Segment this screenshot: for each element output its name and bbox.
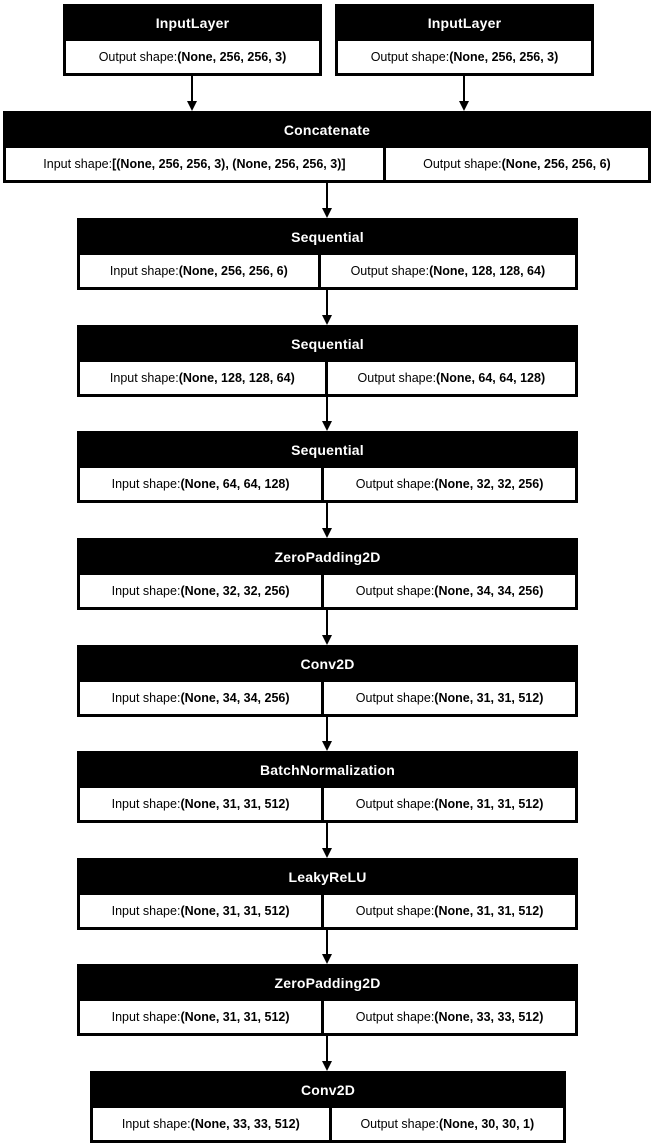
layer-title: Concatenate [283, 121, 371, 138]
output-shape-cell [324, 682, 575, 714]
arrowhead-icon [322, 954, 332, 964]
shape-cells [6, 148, 648, 180]
layer-node-conv2d-2 [90, 1071, 566, 1143]
input-shape-label: Input shape: [109, 371, 179, 385]
output-shape-label: Output shape: [98, 50, 178, 64]
input-shape-cell [80, 575, 321, 607]
layer-title: LeakyReLU [288, 868, 367, 885]
output-shape-value: (None, 64, 64, 128) [436, 371, 546, 385]
output-shape-cell [332, 1108, 563, 1140]
layer-title: ZeroPadding2D [274, 548, 381, 565]
arrowhead-icon [322, 1061, 332, 1071]
edge-batch-normalization-to-leaky-relu [326, 823, 328, 848]
output-shape-value: (None, 31, 31, 512) [434, 904, 544, 918]
layer-node-sequential-3 [77, 431, 578, 503]
output-shape-label: Output shape: [355, 584, 435, 598]
output-shape-label: Output shape: [370, 50, 450, 64]
output-shape-cell [324, 788, 575, 820]
layer-title: ZeroPadding2D [274, 974, 381, 991]
output-shape-value: (None, 256, 256, 3) [449, 50, 559, 64]
input-shape-cell [80, 895, 321, 927]
input-shape-label: Input shape: [121, 1117, 191, 1131]
shape-cells [80, 682, 575, 714]
output-shape-value: (None, 34, 34, 256) [434, 584, 544, 598]
output-shape-value: (None, 256, 256, 6) [501, 157, 611, 171]
input-shape-value: (None, 31, 31, 512) [180, 797, 290, 811]
layer-node-zero-padding2d-2 [77, 964, 578, 1036]
layer-title: Sequential [291, 335, 364, 352]
shape-cells [80, 362, 575, 394]
output-shape-value: (None, 128, 128, 64) [429, 264, 546, 278]
layer-node-input-layer-1 [63, 4, 322, 76]
input-shape-cell [80, 788, 321, 820]
arrowhead-icon [322, 421, 332, 431]
input-shape-cell [80, 682, 321, 714]
shape-cells [80, 575, 575, 607]
output-shape-cell [324, 895, 575, 927]
shape-cells [66, 41, 319, 73]
input-shape-label: Input shape: [43, 157, 113, 171]
output-shape-label: Output shape: [355, 1010, 435, 1024]
input-shape-value: (None, 31, 31, 512) [180, 1010, 290, 1024]
shape-cells [80, 468, 575, 500]
output-shape-cell [324, 575, 575, 607]
input-shape-cell [6, 148, 383, 180]
input-shape-label: Input shape: [111, 1010, 181, 1024]
output-shape-label: Output shape: [355, 691, 435, 705]
input-shape-value: (None, 33, 33, 512) [190, 1117, 300, 1131]
input-shape-label: Input shape: [111, 797, 181, 811]
layer-node-conv2d-1 [77, 645, 578, 717]
input-shape-label: Input shape: [111, 691, 181, 705]
input-shape-cell [80, 255, 318, 287]
output-shape-label: Output shape: [360, 1117, 439, 1131]
output-shape-cell [324, 1001, 575, 1033]
shape-cells [93, 1108, 563, 1140]
arrowhead-icon [322, 315, 332, 325]
input-shape-label: Input shape: [109, 264, 179, 278]
edge-concatenate-to-sequential-1 [326, 183, 328, 208]
edge-leaky-relu-to-zero-padding2d-2 [326, 930, 328, 954]
input-shape-cell [80, 1001, 321, 1033]
layer-title: BatchNormalization [259, 761, 396, 778]
shape-cells [80, 895, 575, 927]
output-shape-cell [338, 41, 591, 73]
arrowhead-icon [322, 848, 332, 858]
output-shape-value: (None, 32, 32, 256) [434, 477, 544, 491]
layer-node-sequential-1 [77, 218, 578, 290]
layer-node-input-layer-2 [335, 4, 594, 76]
edge-input-layer-1-to-concatenate [191, 76, 193, 101]
layer-node-sequential-2 [77, 325, 578, 397]
output-shape-cell [321, 255, 575, 287]
layer-title: InputLayer [155, 14, 230, 31]
input-shape-value: (None, 32, 32, 256) [180, 584, 290, 598]
input-shape-cell [93, 1108, 329, 1140]
input-shape-value: (None, 256, 256, 6) [178, 264, 288, 278]
output-shape-cell [328, 362, 575, 394]
shape-cells [80, 788, 575, 820]
edge-sequential-3-to-zero-padding2d-1 [326, 503, 328, 528]
shape-cells [80, 1001, 575, 1033]
arrowhead-icon [187, 101, 197, 111]
input-shape-value: (None, 34, 34, 256) [180, 691, 290, 705]
input-shape-value: (None, 64, 64, 128) [180, 477, 290, 491]
output-shape-value: (None, 31, 31, 512) [434, 797, 544, 811]
arrowhead-icon [322, 741, 332, 751]
shape-cells [80, 255, 575, 287]
output-shape-label: Output shape: [355, 477, 435, 491]
output-shape-label: Output shape: [357, 371, 437, 385]
edge-sequential-1-to-sequential-2 [326, 290, 328, 315]
output-shape-label: Output shape: [355, 797, 435, 811]
input-shape-cell [80, 468, 321, 500]
input-shape-value: [(None, 256, 256, 3), (None, 256, 256, 3)] [112, 157, 346, 171]
edge-sequential-2-to-sequential-3 [326, 397, 328, 421]
input-shape-label: Input shape: [111, 904, 181, 918]
layer-node-batch-normalization [77, 751, 578, 823]
output-shape-value: (None, 33, 33, 512) [434, 1010, 544, 1024]
layer-title: Sequential [291, 441, 364, 458]
input-shape-cell [80, 362, 325, 394]
edge-input-layer-2-to-concatenate [463, 76, 465, 101]
output-shape-cell [386, 148, 648, 180]
layer-title: InputLayer [427, 14, 502, 31]
output-shape-cell [66, 41, 319, 73]
arrowhead-icon [322, 528, 332, 538]
edge-zero-padding2d-2-to-conv2d-2 [326, 1036, 328, 1061]
output-shape-value: (None, 30, 30, 1) [438, 1117, 535, 1131]
layer-node-leaky-relu [77, 858, 578, 930]
output-shape-label: Output shape: [423, 157, 502, 171]
edge-zero-padding2d-1-to-conv2d-1 [326, 610, 328, 635]
arrowhead-icon [322, 208, 332, 218]
input-shape-value: (None, 31, 31, 512) [180, 904, 290, 918]
output-shape-value: (None, 31, 31, 512) [434, 691, 544, 705]
output-shape-label: Output shape: [350, 264, 430, 278]
edge-conv2d-1-to-batch-normalization [326, 717, 328, 741]
input-shape-value: (None, 128, 128, 64) [178, 371, 295, 385]
input-shape-label: Input shape: [111, 584, 181, 598]
layer-title: Conv2D [300, 1081, 356, 1098]
input-shape-label: Input shape: [111, 477, 181, 491]
arrowhead-icon [459, 101, 469, 111]
layer-title: Sequential [291, 228, 364, 245]
output-shape-value: (None, 256, 256, 3) [177, 50, 287, 64]
layer-title: Conv2D [300, 655, 355, 672]
shape-cells [338, 41, 591, 73]
arrowhead-icon [322, 635, 332, 645]
output-shape-label: Output shape: [355, 904, 435, 918]
layer-node-zero-padding2d-1 [77, 538, 578, 610]
layer-node-concatenate [3, 111, 651, 183]
output-shape-cell [324, 468, 575, 500]
